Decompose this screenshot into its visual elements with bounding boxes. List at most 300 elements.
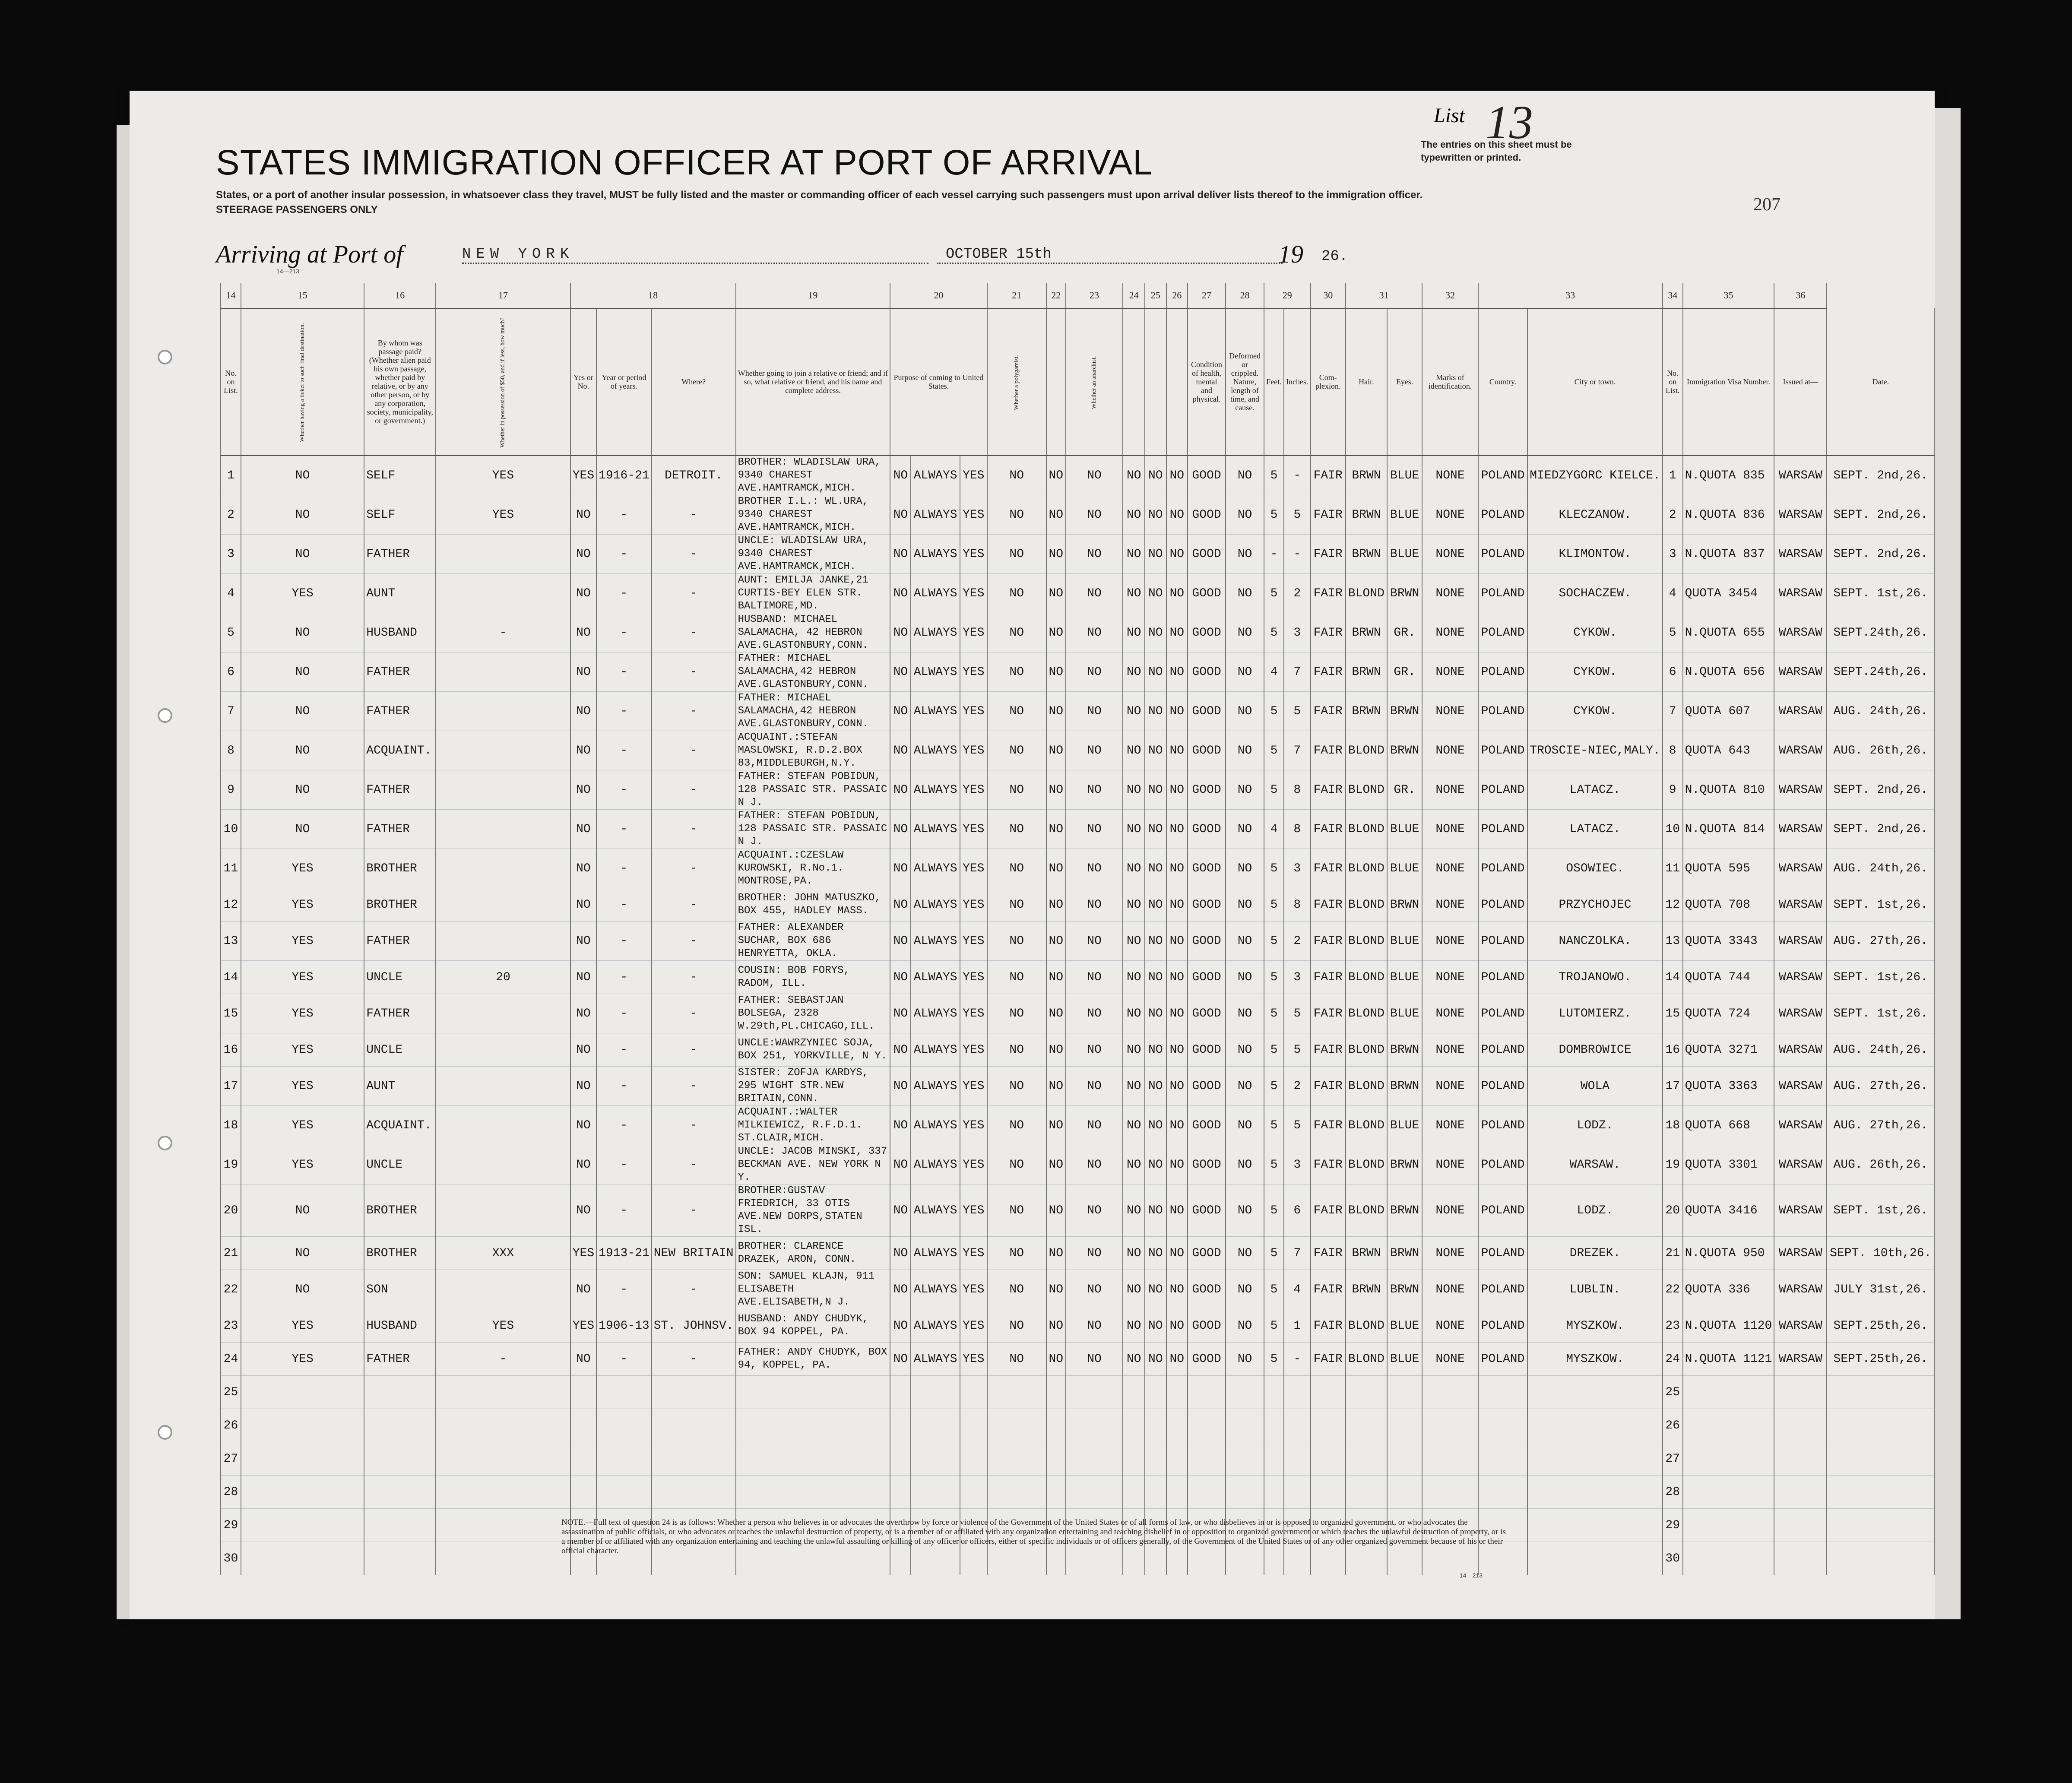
cell-paid: AUNT	[364, 574, 436, 613]
cell-period: -	[596, 1145, 652, 1184]
cell-issued: WARSAW	[1774, 1106, 1827, 1145]
cell-visa: QUOTA 3416	[1683, 1184, 1774, 1237]
cell-g: NO	[1123, 961, 1145, 994]
cell-complexion: FAIR	[1311, 849, 1346, 888]
cell-a: NO	[890, 1343, 911, 1376]
cell-health: GOOD	[1188, 961, 1226, 994]
cell-a: NO	[890, 731, 911, 770]
cell-h: NO	[1145, 1067, 1166, 1106]
cell-city: DOMBROWICE	[1527, 1033, 1662, 1067]
cell-money	[436, 574, 570, 613]
cell-complexion: FAIR	[1311, 456, 1346, 495]
cell-f: NO	[1066, 1270, 1123, 1309]
col-num: 28	[1226, 283, 1264, 308]
cell-b: ALWAYS	[911, 456, 960, 495]
cell-join: UNCLE: JACOB MINSKI, 337 BECKMAN AVE. NEW YORK N Y.	[736, 1145, 890, 1184]
cell-deformed: NO	[1226, 495, 1264, 535]
cell-issued: WARSAW	[1774, 535, 1827, 574]
cell-feet: 5	[1264, 1343, 1284, 1376]
cell-health: GOOD	[1188, 1145, 1226, 1184]
cell-h: NO	[1145, 652, 1166, 692]
page-number: 207	[1753, 195, 1781, 215]
cell-before	[570, 1409, 596, 1442]
cell-deformed	[1226, 1442, 1264, 1476]
cell-before: NO	[570, 652, 596, 692]
cell-country: POLAND	[1478, 1145, 1528, 1184]
header-eyes: Eyes.	[1387, 308, 1422, 456]
cell-city: WARSAW.	[1527, 1145, 1662, 1184]
cell-city	[1527, 1376, 1662, 1409]
cell-c: YES	[960, 652, 987, 692]
cell-g: NO	[1123, 574, 1145, 613]
cell-complexion: FAIR	[1311, 922, 1346, 961]
cell-marks	[1422, 1376, 1478, 1409]
cell-issued: WARSAW	[1774, 770, 1827, 810]
cell-paid: FATHER	[364, 535, 436, 574]
cell-deformed: NO	[1226, 888, 1264, 922]
cell-join: BROTHER: WLADISLAW URA, 9340 CHAREST AVE.HAMTRAMCK,MICH.	[736, 456, 890, 495]
cell-h: NO	[1145, 888, 1166, 922]
cell-e: NO	[1046, 574, 1066, 613]
cell-d: NO	[987, 888, 1046, 922]
cell-i: NO	[1166, 994, 1188, 1033]
cell-hair: BRWN	[1346, 692, 1387, 731]
cell-ticket: NO	[241, 731, 364, 770]
cell-ticket: YES	[241, 1067, 364, 1106]
cell-g: NO	[1123, 994, 1145, 1033]
cell-f: NO	[1066, 1343, 1123, 1376]
cell-money	[436, 770, 570, 810]
cell-no: 1	[221, 456, 241, 495]
cell-hair: BLOND	[1346, 1343, 1387, 1376]
cell-date: AUG. 27th,26.	[1827, 1067, 1934, 1106]
col-num: 24	[1123, 283, 1145, 308]
cell-c: YES	[960, 961, 987, 994]
cell-h: NO	[1145, 1309, 1166, 1343]
cell-d	[987, 1376, 1046, 1409]
cell-country: POLAND	[1478, 1309, 1528, 1343]
col-num: 20	[890, 283, 987, 308]
cell-c: YES	[960, 1270, 987, 1309]
table-row	[221, 1067, 1934, 1106]
cell-visa: QUOTA 3301	[1683, 1145, 1774, 1184]
cell-c	[960, 1476, 987, 1509]
cell-where: -	[652, 1270, 736, 1309]
cell-e: NO	[1046, 1067, 1066, 1106]
cell-a: NO	[890, 849, 911, 888]
cell-health: GOOD	[1188, 1343, 1226, 1376]
cell-no2: 3	[1663, 535, 1683, 574]
cell-eyes: BRWN	[1387, 1033, 1422, 1067]
cell-g	[1123, 1476, 1145, 1509]
cell-money	[436, 810, 570, 849]
cell-ticket: NO	[241, 495, 364, 535]
cell-country: POLAND	[1478, 613, 1528, 652]
cell-join: UNCLE:WAWRZYNIEC SOJA, BOX 251, YORKVILLE, N Y.	[736, 1033, 890, 1067]
cell-issued: WARSAW	[1774, 810, 1827, 849]
arrival-year-suffix: 26.	[1321, 248, 1348, 265]
cell-f: NO	[1066, 770, 1123, 810]
cell-feet: 5	[1264, 961, 1284, 994]
cell-ticket: NO	[241, 535, 364, 574]
cell-f: NO	[1066, 1309, 1123, 1343]
cell-country	[1478, 1476, 1528, 1509]
table-row	[221, 692, 1934, 731]
cell-b: ALWAYS	[911, 1033, 960, 1067]
cell-issued: WARSAW	[1774, 456, 1827, 495]
cell-ticket: NO	[241, 1184, 364, 1237]
cell-country: POLAND	[1478, 731, 1528, 770]
col-num: 35	[1683, 283, 1774, 308]
cell-g: NO	[1123, 1145, 1145, 1184]
cell-paid	[364, 1409, 436, 1442]
col-num: 30	[1311, 283, 1346, 308]
cell-marks: NONE	[1422, 1145, 1478, 1184]
passenger-rows	[221, 456, 1934, 1575]
cell-visa: QUOTA 3271	[1683, 1033, 1774, 1067]
cell-i: NO	[1166, 535, 1188, 574]
cell-hair: BLOND	[1346, 1033, 1387, 1067]
cell-inches: 3	[1284, 961, 1310, 994]
cell-city: WOLA	[1527, 1067, 1662, 1106]
cell-visa: QUOTA 668	[1683, 1106, 1774, 1145]
table-row	[221, 1145, 1934, 1184]
cell-no2: 11	[1663, 849, 1683, 888]
cell-country: POLAND	[1478, 535, 1528, 574]
cell-money	[436, 1442, 570, 1476]
header-deformed: Deformed or crippled. Nature, length of time, and cause.	[1226, 308, 1264, 456]
cell-hair: BRWN	[1346, 613, 1387, 652]
cell-b	[911, 1442, 960, 1476]
table-row-empty	[221, 1476, 1934, 1509]
cell-health: GOOD	[1188, 1033, 1226, 1067]
cell-no: 15	[221, 994, 241, 1033]
col-num: 27	[1188, 283, 1226, 308]
cell-visa	[1683, 1376, 1774, 1409]
cell-inches	[1284, 1376, 1310, 1409]
cell-c: YES	[960, 535, 987, 574]
cell-issued: WARSAW	[1774, 922, 1827, 961]
cell-period: 1906-13	[596, 1309, 652, 1343]
cell-visa	[1683, 1509, 1774, 1542]
cell-c: YES	[960, 692, 987, 731]
cell-f: NO	[1066, 1106, 1123, 1145]
cell-visa	[1683, 1409, 1774, 1442]
cell-ticket: YES	[241, 1343, 364, 1376]
cell-city: LODZ.	[1527, 1106, 1662, 1145]
cell-d: NO	[987, 1067, 1046, 1106]
cell-b: ALWAYS	[911, 731, 960, 770]
table-row-empty	[221, 1409, 1934, 1442]
cell-no: 28	[221, 1476, 241, 1509]
cell-h: NO	[1145, 922, 1166, 961]
cell-g: NO	[1123, 1270, 1145, 1309]
header-no-on-list-2: No. on List.	[1663, 308, 1683, 456]
cell-b: ALWAYS	[911, 1309, 960, 1343]
cell-e: NO	[1046, 495, 1066, 535]
cell-a: NO	[890, 888, 911, 922]
cell-no: 18	[221, 1106, 241, 1145]
cell-eyes: BLUE	[1387, 810, 1422, 849]
cell-money	[436, 922, 570, 961]
cell-f: NO	[1066, 613, 1123, 652]
cell-i: NO	[1166, 1106, 1188, 1145]
cell-h: NO	[1145, 849, 1166, 888]
cell-no2: 20	[1663, 1184, 1683, 1237]
cell-i: NO	[1166, 731, 1188, 770]
table-row	[221, 810, 1934, 849]
cell-d: NO	[987, 574, 1046, 613]
cell-eyes: GR.	[1387, 613, 1422, 652]
cell-issued	[1774, 1442, 1827, 1476]
cell-c: YES	[960, 613, 987, 652]
cell-where	[652, 1442, 736, 1476]
cell-feet: 4	[1264, 810, 1284, 849]
cell-money: YES	[436, 495, 570, 535]
cell-g: NO	[1123, 849, 1145, 888]
cell-date: AUG. 24th,26.	[1827, 849, 1934, 888]
cell-b: ALWAYS	[911, 922, 960, 961]
cell-h: NO	[1145, 1145, 1166, 1184]
cell-before: NO	[570, 574, 596, 613]
cell-complexion: FAIR	[1311, 1343, 1346, 1376]
cell-money	[436, 1409, 570, 1442]
cell-before: YES	[570, 1237, 596, 1270]
arriving-label: Arriving at Port of	[216, 240, 403, 268]
cell-complexion	[1311, 1442, 1346, 1476]
header-issued: Issued at—	[1774, 308, 1827, 456]
cell-paid: AUNT	[364, 1067, 436, 1106]
cell-period: -	[596, 888, 652, 922]
cell-c: YES	[960, 1184, 987, 1237]
cell-g: NO	[1123, 456, 1145, 495]
cell-issued: WARSAW	[1774, 613, 1827, 652]
arrival-port: NEW YORK	[462, 246, 928, 264]
cell-ticket: NO	[241, 1270, 364, 1309]
cell-city: CYKOW.	[1527, 692, 1662, 731]
cell-b: ALWAYS	[911, 1145, 960, 1184]
cell-no2: 29	[1663, 1509, 1683, 1542]
cell-join: BROTHER: CLARENCE DRAZEK, ARON, CONN.	[736, 1237, 890, 1270]
cell-b: ALWAYS	[911, 888, 960, 922]
cell-hair	[1346, 1409, 1387, 1442]
cell-inches	[1284, 1442, 1310, 1476]
cell-eyes: BRWN	[1387, 1184, 1422, 1237]
cell-paid: BROTHER	[364, 1184, 436, 1237]
cell-h: NO	[1145, 1343, 1166, 1376]
binder-hole-icon	[158, 1136, 172, 1150]
cell-a: NO	[890, 922, 911, 961]
cell-health	[1188, 1476, 1226, 1509]
cell-where: -	[652, 922, 736, 961]
cell-i: NO	[1166, 1067, 1188, 1106]
cell-f: NO	[1066, 994, 1123, 1033]
cell-country: POLAND	[1478, 994, 1528, 1033]
cell-no: 8	[221, 731, 241, 770]
cell-c: YES	[960, 731, 987, 770]
cell-city: MYSZKOW.	[1527, 1343, 1662, 1376]
cell-d: NO	[987, 1343, 1046, 1376]
table-row-empty	[221, 1442, 1934, 1476]
cell-no: 21	[221, 1237, 241, 1270]
arrival-year-prefix: 19	[1278, 240, 1303, 268]
cell-no: 12	[221, 888, 241, 922]
cell-f	[1066, 1476, 1123, 1509]
table-row	[221, 961, 1934, 994]
cell-join: BROTHER: JOHN MATUSZKO, BOX 455, HADLEY MASS.	[736, 888, 890, 922]
cell-money	[436, 849, 570, 888]
cell-health: GOOD	[1188, 810, 1226, 849]
cell-join	[736, 1376, 890, 1409]
cell-period: -	[596, 731, 652, 770]
cell-ticket: NO	[241, 613, 364, 652]
cell-i	[1166, 1376, 1188, 1409]
header-city: City or town.	[1527, 308, 1662, 456]
cell-hair: BLOND	[1346, 810, 1387, 849]
cell-date: SEPT.24th,26.	[1827, 652, 1934, 692]
cell-issued	[1774, 1542, 1827, 1575]
col-num: 29	[1264, 283, 1311, 308]
cell-where: NEW BRITAIN	[652, 1237, 736, 1270]
cell-g	[1123, 1442, 1145, 1476]
header-polygamist-text: Whether a polygamist.	[1013, 355, 1020, 410]
cell-no: 24	[221, 1343, 241, 1376]
cell-marks: NONE	[1422, 1237, 1478, 1270]
cell-join: FATHER: STEFAN POBIDUN, 128 PASSAIC STR. PASSAIC N J.	[736, 770, 890, 810]
cell-inches: 5	[1284, 994, 1310, 1033]
cell-city: KLECZANOW.	[1527, 495, 1662, 535]
cell-i: NO	[1166, 770, 1188, 810]
cell-health: GOOD	[1188, 888, 1226, 922]
cell-where: -	[652, 495, 736, 535]
cell-c: YES	[960, 1106, 987, 1145]
cell-issued: WARSAW	[1774, 1343, 1827, 1376]
cell-h: NO	[1145, 1033, 1166, 1067]
cell-no2: 19	[1663, 1145, 1683, 1184]
cell-a: NO	[890, 652, 911, 692]
instructions-text: States, or a port of another insular possession, in whatsoever class they travel, MUST be fully listed and the master or commanding officer of each vessel carrying such passengers must upon arrival deliver lists thereof to the immigration officer.	[216, 189, 1423, 201]
cell-date: AUG. 24th,26.	[1827, 692, 1934, 731]
footer-code: 14—213	[1460, 1572, 1483, 1579]
cell-city: MYSZKOW.	[1527, 1309, 1662, 1343]
cell-issued: WARSAW	[1774, 994, 1827, 1033]
cell-d: NO	[987, 1309, 1046, 1343]
cell-f: NO	[1066, 1184, 1123, 1237]
cell-b: ALWAYS	[911, 1343, 960, 1376]
cell-complexion: FAIR	[1311, 1145, 1346, 1184]
cell-d: NO	[987, 692, 1046, 731]
cell-ticket: NO	[241, 810, 364, 849]
cell-period: -	[596, 652, 652, 692]
cell-e: NO	[1046, 652, 1066, 692]
cell-ticket: YES	[241, 994, 364, 1033]
cell-period	[596, 1376, 652, 1409]
cell-i: NO	[1166, 888, 1188, 922]
cell-ticket	[241, 1442, 364, 1476]
cell-d: NO	[987, 994, 1046, 1033]
cell-b: ALWAYS	[911, 1237, 960, 1270]
cell-period: -	[596, 1343, 652, 1376]
cell-hair: BLOND	[1346, 770, 1387, 810]
cell-paid: ACQUAINT.	[364, 1106, 436, 1145]
cell-feet: 5	[1264, 1184, 1284, 1237]
cell-no2: 9	[1663, 770, 1683, 810]
cell-paid: FATHER	[364, 1343, 436, 1376]
cell-f: NO	[1066, 495, 1123, 535]
cell-no: 6	[221, 652, 241, 692]
cell-inches: 3	[1284, 613, 1310, 652]
cell-c: YES	[960, 1145, 987, 1184]
cell-deformed: NO	[1226, 961, 1264, 994]
cell-b: ALWAYS	[911, 961, 960, 994]
cell-hair: BRWN	[1346, 495, 1387, 535]
cell-date: AUG. 24th,26.	[1827, 1033, 1934, 1067]
cell-i: NO	[1166, 1237, 1188, 1270]
cell-g: NO	[1123, 1343, 1145, 1376]
cell-where: -	[652, 574, 736, 613]
cell-deformed: NO	[1226, 692, 1264, 731]
cell-eyes: BLUE	[1387, 535, 1422, 574]
cell-f: NO	[1066, 1033, 1123, 1067]
cell-ticket: YES	[241, 1106, 364, 1145]
cell-eyes: BLUE	[1387, 1309, 1422, 1343]
cell-h	[1145, 1442, 1166, 1476]
cell-country: POLAND	[1478, 770, 1528, 810]
cell-inches: 3	[1284, 1145, 1310, 1184]
col-num: 14	[221, 283, 241, 308]
cell-period	[596, 1476, 652, 1509]
cell-no: 23	[221, 1309, 241, 1343]
cell-e: NO	[1046, 888, 1066, 922]
cell-ticket: YES	[241, 1145, 364, 1184]
cell-country: POLAND	[1478, 1067, 1528, 1106]
cell-marks: NONE	[1422, 1309, 1478, 1343]
cell-where: DETROIT.	[652, 456, 736, 495]
cell-h: NO	[1145, 456, 1166, 495]
cell-deformed: NO	[1226, 1106, 1264, 1145]
cell-inches: 5	[1284, 1033, 1310, 1067]
cell-deformed: NO	[1226, 922, 1264, 961]
cell-join: FATHER: STEFAN POBIDUN, 128 PASSAIC STR. PASSAIC N J.	[736, 810, 890, 849]
header-feet: Feet.	[1264, 308, 1284, 456]
cell-b: ALWAYS	[911, 770, 960, 810]
cell-ticket: YES	[241, 1309, 364, 1343]
table-row	[221, 495, 1934, 535]
page-edge	[117, 125, 130, 1619]
cell-eyes: BRWN	[1387, 1270, 1422, 1309]
cell-period: -	[596, 535, 652, 574]
col-num: 34	[1663, 283, 1683, 308]
cell-hair: BLOND	[1346, 1184, 1387, 1237]
cell-i	[1166, 1409, 1188, 1442]
cell-where: -	[652, 731, 736, 770]
cell-join: BROTHER:GUSTAV FRIEDRICH, 33 OTIS AVE.NEW DORPS,STATEN ISL.	[736, 1184, 890, 1237]
cell-e	[1046, 1476, 1066, 1509]
cell-complexion: FAIR	[1311, 1309, 1346, 1343]
cell-eyes	[1387, 1376, 1422, 1409]
cell-marks: NONE	[1422, 495, 1478, 535]
cell-g: NO	[1123, 1033, 1145, 1067]
cell-i: NO	[1166, 574, 1188, 613]
cell-money	[436, 1376, 570, 1409]
cell-h: NO	[1145, 574, 1166, 613]
cell-a: NO	[890, 613, 911, 652]
cell-eyes: BRWN	[1387, 731, 1422, 770]
cell-d: NO	[987, 770, 1046, 810]
cell-paid: HUSBAND	[364, 1309, 436, 1343]
cell-health: GOOD	[1188, 574, 1226, 613]
cell-i: NO	[1166, 961, 1188, 994]
